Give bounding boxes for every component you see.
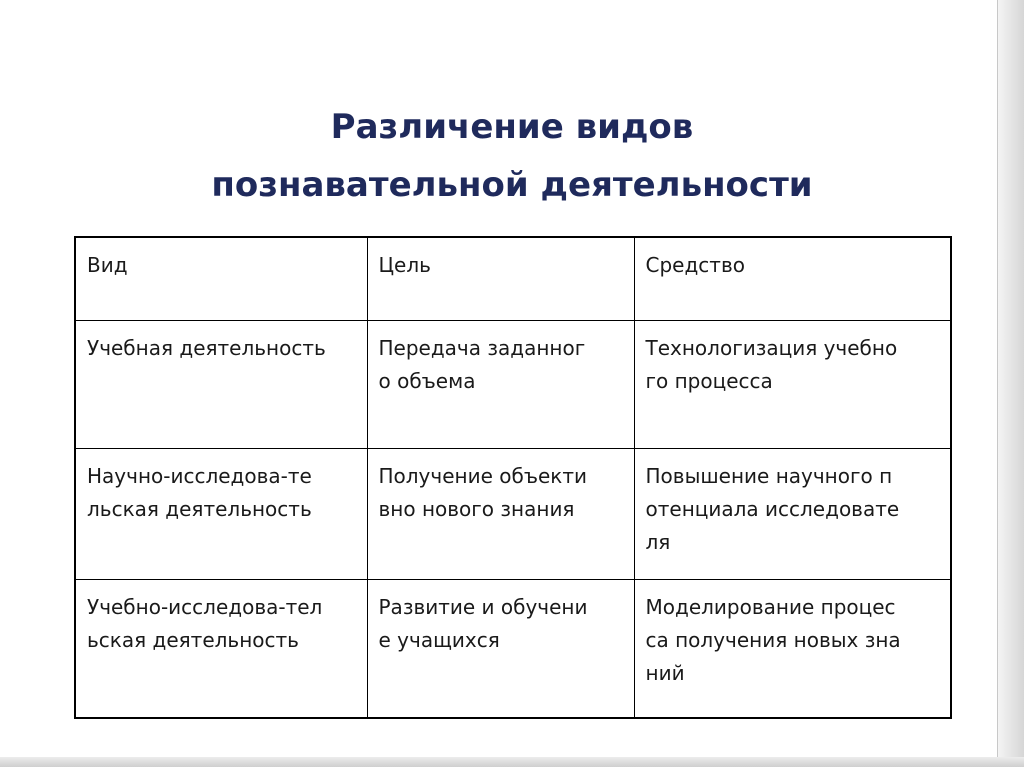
cell-text-line: Научно-исследова-те [87, 464, 312, 488]
cell-sredstvo [634, 449, 951, 580]
cell-text-line: е учащихся [378, 628, 500, 652]
cell-text-line: го процесса [645, 369, 773, 393]
table-row [75, 321, 951, 449]
cell-text-line: льская деятельность [87, 497, 312, 521]
header-cell-cel: Цель [367, 237, 634, 321]
cell-text-line: са получения новых зна [645, 628, 901, 652]
slide-title-line-1: Различение видов [330, 107, 694, 147]
cell-text-line: о объема [378, 369, 476, 393]
cell-cel [367, 580, 634, 719]
cell-vid [75, 580, 367, 719]
slide-title [0, 98, 1024, 214]
cell-text-line: Повышение научного п [645, 464, 893, 488]
cell-cel [367, 321, 634, 449]
cell-text-line: ьская деятельность [87, 628, 299, 652]
cell-cel [367, 449, 634, 580]
cell-text-line: Учебная деятельность [87, 336, 326, 360]
cell-vid [75, 321, 367, 449]
cell-text-line: ний [645, 661, 685, 685]
cell-text-line: Моделирование процес [645, 595, 896, 619]
table-header-row [75, 237, 951, 321]
table-row [75, 449, 951, 580]
cell-text-line: Получение объекти [378, 464, 587, 488]
cell-text-line: Развитие и обучени [378, 595, 588, 619]
cell-sredstvo [634, 580, 951, 719]
cell-text-line: Технологизация учебно [645, 336, 898, 360]
cell-text-line: Передача заданног [378, 336, 586, 360]
cell-text-line: Учебно-исследова-тел [87, 595, 323, 619]
slide-frame-bottom [0, 757, 1024, 767]
cell-vid [75, 449, 367, 580]
cell-text-line: отенциала исследовате [645, 497, 900, 521]
slide-title-line-2: познавательной деятельности [211, 165, 813, 205]
table-row [75, 580, 951, 719]
header-cell-sredstvo: Средство [634, 237, 951, 321]
comparison-table [74, 236, 952, 719]
cell-text-line: ля [645, 530, 671, 554]
header-cell-vid: Вид [75, 237, 367, 321]
cell-sredstvo [634, 321, 951, 449]
cell-text-line: вно нового знания [378, 497, 575, 521]
